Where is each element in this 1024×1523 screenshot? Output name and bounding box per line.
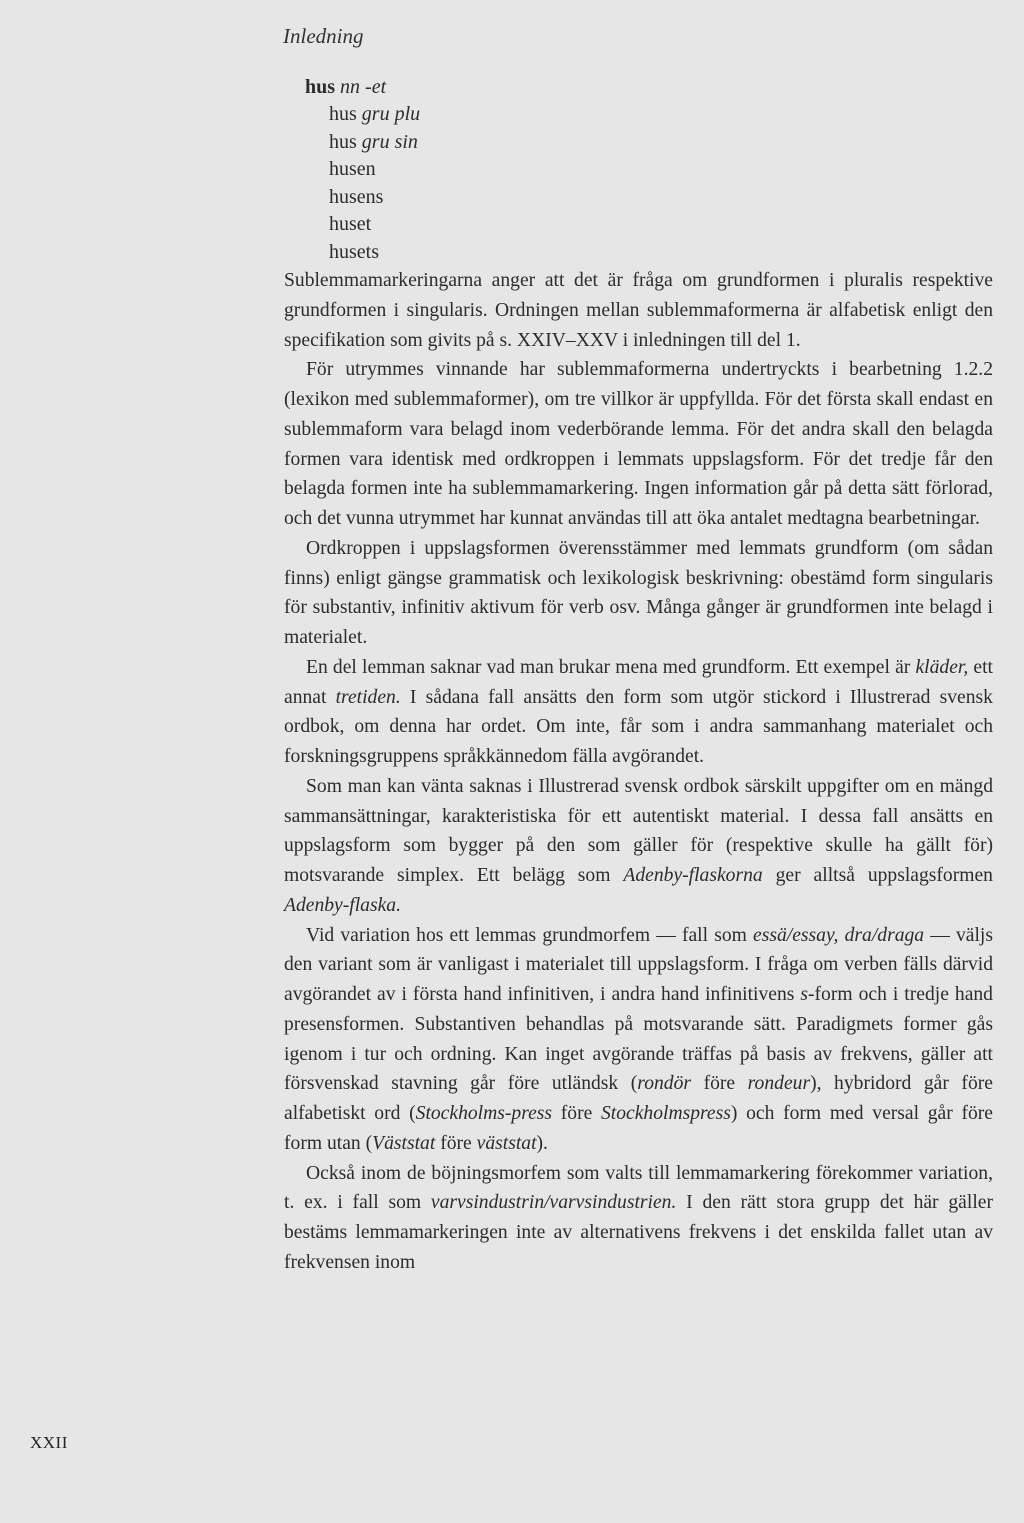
sublemma-line: [305, 129, 995, 157]
paragraph: Ordkroppen i uppslagsformen överensstämmer med lemmats grundform (om sådan finns) enligt gängse grammatisk och lexikologisk beskrivning: obestämd form singularis för substantiv, infinitiv aktivum för verb osv. Många gånger är grundformen inte belagd i materialet.: [284, 537, 993, 648]
sublemma-line: [305, 156, 995, 184]
sublemma-word: hus: [329, 130, 357, 153]
sublemma-line: [305, 184, 995, 212]
sublemma-word: husens: [329, 185, 384, 208]
sublemma-line: [305, 239, 995, 267]
headword-suffix: nn -et: [340, 76, 387, 98]
sublemma-line: [305, 211, 995, 239]
paragraph: Vid variation hos ett lemmas grundmorfem — fall som essä/essay, dra/draga — väljs den variant som är vanligast i materialet till uppslagsform. I fråga om verben fälls därvid avgörandet av i första hand infinitiven, i andra hand infinitivens s-form och i tredje hand presensformen. Substantiven behandlas på motsvarande sätt. Paradigmets former gås igenom i tur och ordning. Kan inget avgörande träffas på basis av frekvens, gäller att försvenskad stavning går före utländsk (rondör före rondeur), hybridord går före alfabetiskt ord (Stockholms-press före Stockholmspress) och form med versal går före form utan (Väststat före väststat).: [284, 924, 993, 1154]
sublemma-word: hus: [329, 103, 357, 125]
paragraph: En del lemman saknar vad man brukar mena med grundform. Ett exempel är kläder, ett annat tretiden. I sådana fall ansätts den form som utgör stickord i Illustrerad svensk ordbok, om denna har ordet. Om inte, får som i andra sammanhang materialet och forskningsgruppens språkkännedom fälla avgörandet.: [284, 656, 994, 767]
paragraph: För utrymmes vinnande har sublemmaformerna undertryckts i bearbetning 1.2.2 (lexikon med sublemmaformer), om tre villkor är uppfyllda. För det första skall endast en sublemmaform vara belagd inom vederbörande lemma. För det andra skall den belagda formen vara identisk med ordkroppen i lemmats uppslagsform. För det tredje får den belagda formen inte ha sublemmamarkering. Ingen information går på detta sätt förlorad, och det vunna utrymmet har kunnat användas till att öka antalet medtagna bearbetningar.: [284, 359, 993, 529]
sublemma-word: husen: [329, 158, 376, 180]
running-head: Inledning: [283, 24, 364, 48]
paragraph: Sublemmamarkeringarna anger att det är fråga om grundformen i pluralis respektive grundformen i singularis. Ordningen mellan sublemmaformerna är alfabetisk enligt den specifikation som givits på s. XXIV–XXV i inledningen till del 1.: [284, 270, 993, 351]
dictionary-entry-example: [305, 74, 995, 266]
paragraph: Också inom de böjningsmorfem som valts till lemmamarkering förekommer variation, t. ex. i fall som varvsindustrin/varvsindustrien. I den rätt stora grupp det här gäller bestäms lemmamarkeringen inte av alternativens frekvens i det enskilda fallet utan av frekvensen inom: [284, 1162, 993, 1273]
page-number: XXII: [30, 1433, 68, 1452]
headword: hus: [305, 76, 336, 98]
sublemma-word: huset: [329, 213, 372, 235]
headword-line: [305, 74, 995, 101]
body-text: [284, 266, 993, 1278]
paragraph: Som man kan vänta saknas i Illustrerad svensk ordbok särskilt uppgifter om en mängd sammansättningar, karakteristiska för ett autentiskt material. I dessa fall ansätts en uppslagsform som bygger på den som gäller för (respektive skulle ha gällt för) motsvarande simplex. Ett belägg som Adenby-flaskorna ger alltså uppslagsformen Adenby-flaska.: [284, 775, 993, 916]
sublemma-word: husets: [329, 240, 379, 263]
sublemma-line: [305, 101, 995, 129]
sublemma-marker: gru plu: [361, 103, 421, 125]
sublemma-marker: gru sin: [361, 130, 418, 153]
